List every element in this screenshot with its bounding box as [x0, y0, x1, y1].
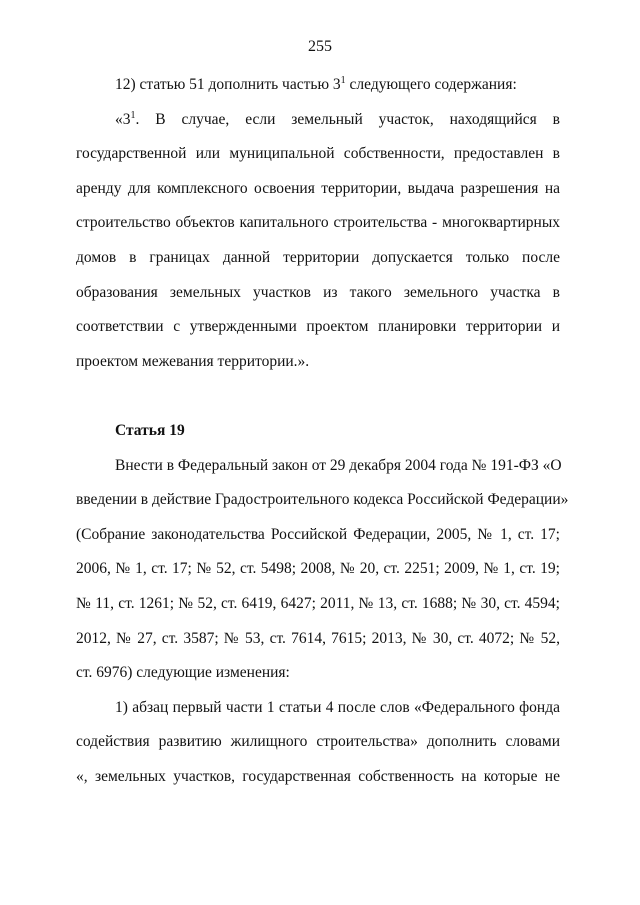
- quote-line: аренду для комплексного освоения территории, выдача разрешения на: [76, 179, 560, 197]
- quote-line: строительство объектов капитального строительства - многоквартирных: [76, 214, 560, 232]
- article-intro-line: № 11, ст. 1261; № 52, ст. 6419, 6427; 2011, № 13, ст. 1688; № 30, ст. 4594;: [76, 594, 560, 612]
- article-item-1-line: 1) абзац первый части 1 статьи 4 после слов «Федерального фонда: [115, 698, 560, 716]
- article-intro-line: введении в действие Градостроительного кодекса Российской Федерации»: [76, 491, 569, 509]
- article-item-1-line: «, земельных участков, государственная собственность на которые не: [76, 767, 560, 785]
- article-19-block: [76, 414, 569, 795]
- article-intro-line: (Собрание законодательства Российской Федерации, 2005, № 1, ст. 17;: [76, 525, 560, 543]
- item-12-superscript: 1: [340, 75, 346, 86]
- item-12-block: [76, 68, 560, 379]
- quote-line: соответствии с утвержденными проектом планировки территории и: [76, 318, 560, 336]
- article-heading: Статья 19: [115, 422, 185, 439]
- quote-open: «3: [115, 110, 131, 128]
- item-12-line: [76, 68, 560, 103]
- quote-superscript: 1: [130, 109, 136, 121]
- quote-first-line-rest: . В случае, если земельный участок, находящийся в: [135, 110, 560, 128]
- article-intro-line: Внести в Федеральный закон от 29 декабря 2004 года № 191-ФЗ «О: [115, 456, 562, 474]
- quote-last-line: проектом межевания территории.».: [76, 352, 310, 370]
- item-12-text-end: следующего содержания:: [345, 76, 517, 93]
- quote-first-line: [76, 103, 560, 138]
- quote-line: домов в границах данной территории допускается только после: [76, 248, 560, 266]
- article-intro-line: 2012, № 27, ст. 3587; № 53, ст. 7614, 7615; 2013, № 30, ст. 4072; № 52,: [76, 629, 560, 647]
- article-intro-last-line: ст. 6976) следующие изменения:: [76, 664, 290, 682]
- article-intro-line: 2006, № 1, ст. 17; № 52, ст. 5498; 2008, № 20, ст. 2251; 2009, № 1, ст. 19;: [76, 560, 560, 578]
- quote-line: государственной или муниципальной собственности, предоставлен в: [76, 145, 560, 163]
- item-12-text: 12) статью 51 дополнить частью 3: [115, 76, 341, 93]
- page-number: 255: [308, 38, 332, 55]
- article-item-1-line: содействия развитию жилищного строительства» дополнить словами: [76, 733, 560, 751]
- quote-line: образования земельных участков из такого земельного участка в: [76, 283, 560, 301]
